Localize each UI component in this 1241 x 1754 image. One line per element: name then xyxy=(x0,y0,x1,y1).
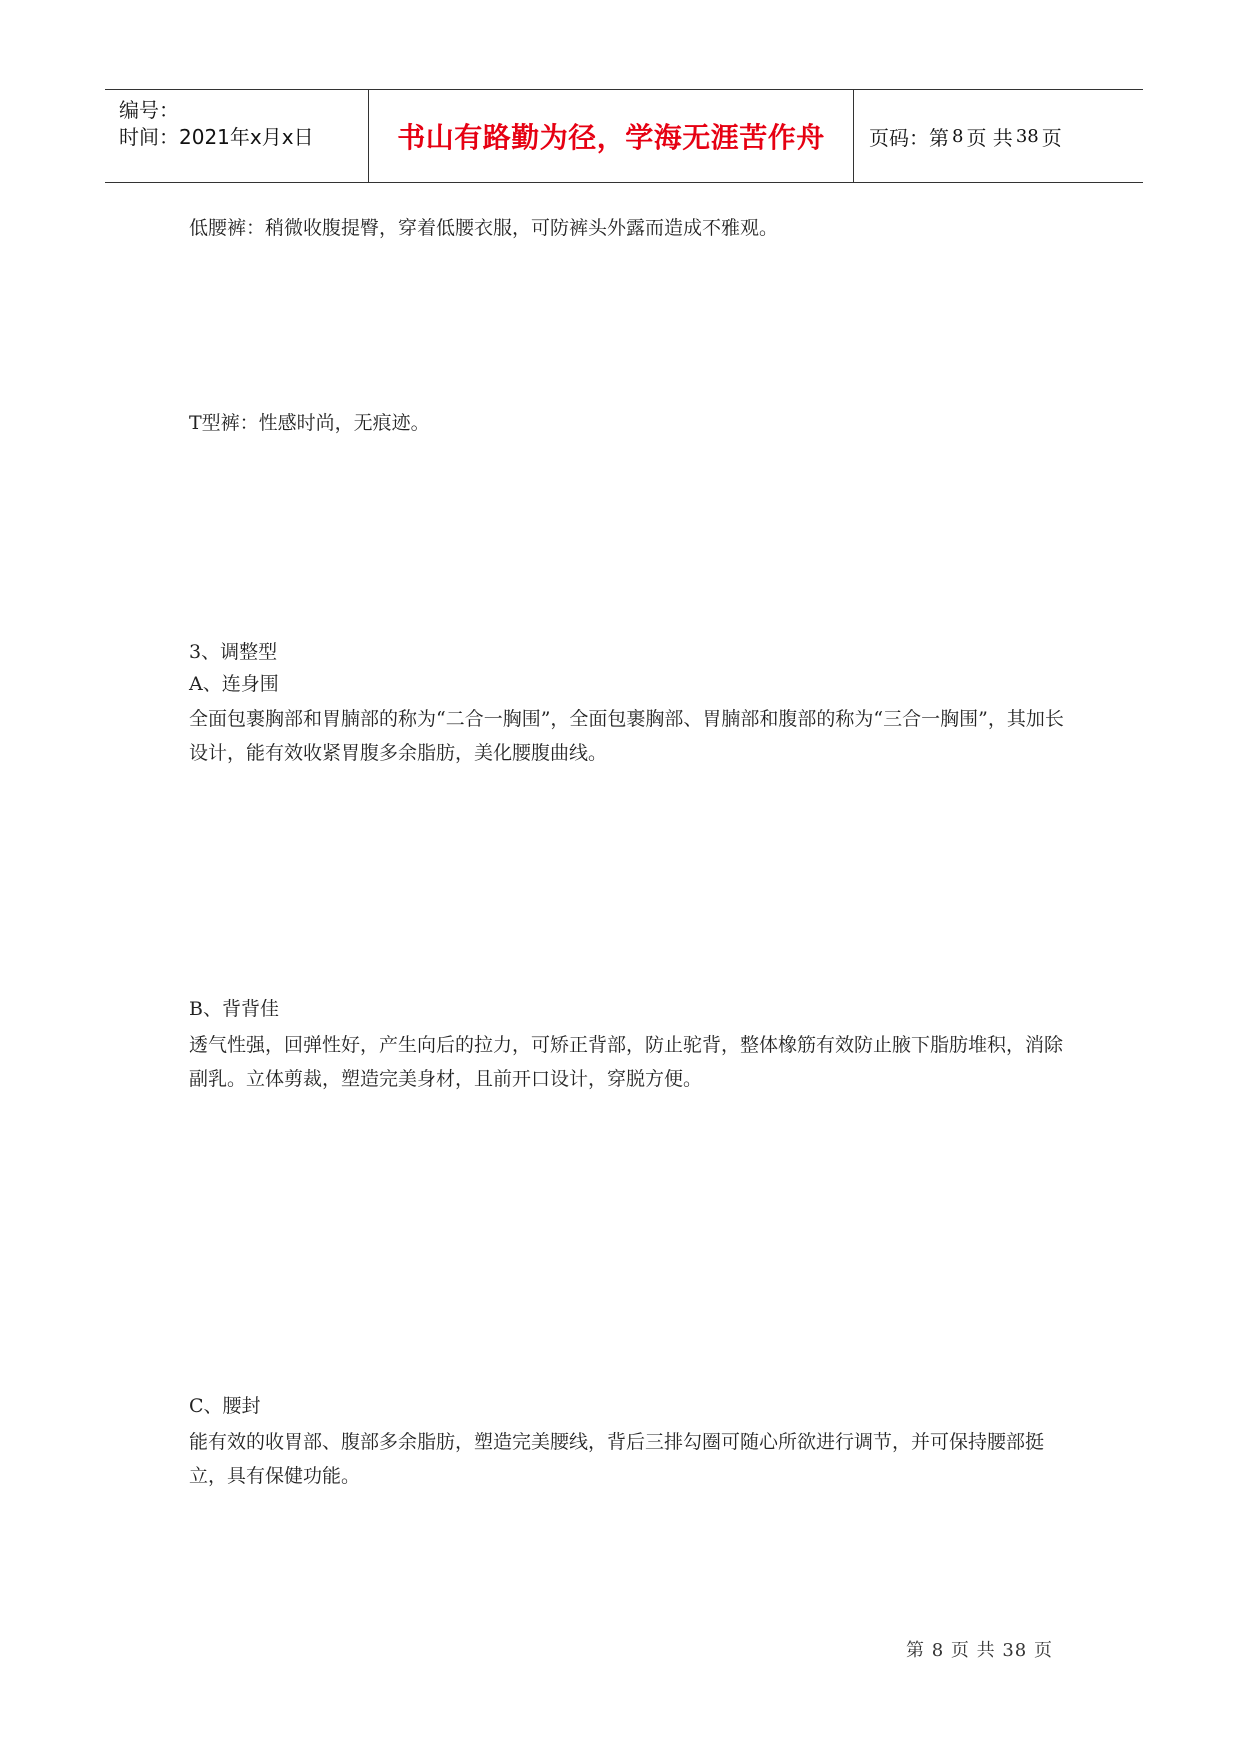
page-suffix: 页 xyxy=(1041,125,1062,150)
page-total: 38 xyxy=(1015,125,1039,147)
page-mid: 页 共 xyxy=(966,125,1013,150)
header-motto: 书山有路勤为径，学海无涯苦作舟 xyxy=(369,90,854,182)
document-time-label: 时间：2021年x月x日 xyxy=(119,125,314,149)
section-a-heading: A、连身围 xyxy=(189,673,279,695)
section-3-heading: 3、调整型 xyxy=(189,641,278,663)
header-page-indicator xyxy=(854,90,1143,182)
low-waist-paragraph: 低腰裤：稍微收腹提臀，穿着低腰衣服，可防裤头外露而造成不雅观。 xyxy=(189,217,779,239)
document-number-label: 编号： xyxy=(119,98,179,122)
page-footer: 第 8 页 共 38 页 xyxy=(906,1640,1053,1661)
section-c-heading: C、腰封 xyxy=(189,1395,261,1417)
page-current: 8 xyxy=(952,125,964,147)
section-b-paragraph: 透气性强，回弹性好，产生向后的拉力，可矫正背部，防止驼背，整体橡筋有效防止腋下脂肪堆积，消除副乳。立体剪裁，塑造完美身材，且前开口设计，穿脱方便。 xyxy=(189,1034,1064,1090)
page-header xyxy=(105,89,1143,183)
page-prefix: 页码：第 xyxy=(869,125,949,150)
section-c-paragraph: 能有效的收胃部、腹部多余脂肪，塑造完美腰线，背后三排勾圈可随心所欲进行调节，并可保持腰部挺立，具有保健功能。 xyxy=(189,1431,1045,1487)
t-type-paragraph: T型裤：性感时尚，无痕迹。 xyxy=(189,412,430,434)
section-a-paragraph: 全面包裹胸部和胃腩部的称为“二合一胸围”，全面包裹胸部、胃腩部和腹部的称为“三合一胸围”，其加长设计，能有效收紧胃腹多余脂肪，美化腰腹曲线。 xyxy=(189,708,1064,764)
section-b-heading: B、背背佳 xyxy=(189,998,279,1020)
header-meta-cell xyxy=(105,90,369,182)
